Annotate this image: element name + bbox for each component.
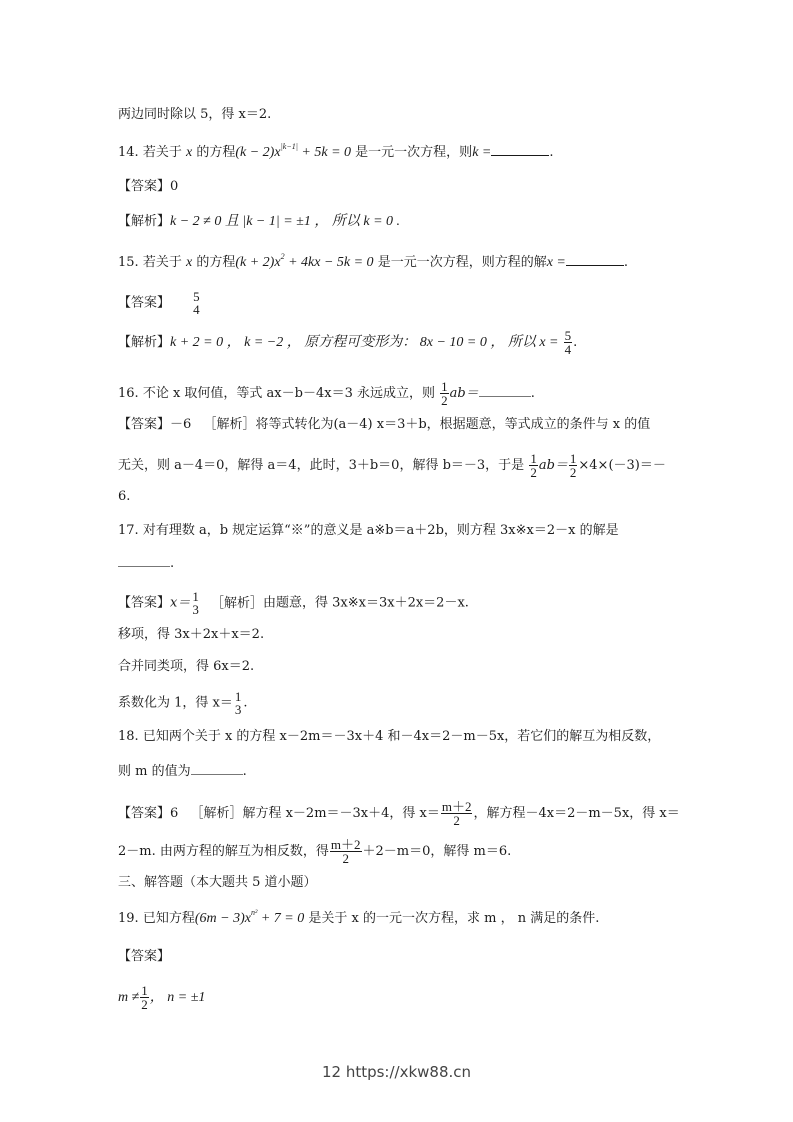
analysis-18-cont: 2－m. 由两方程的解互为相反数，得 $\frac{m+2}{2}$ ＋2－m＝0，解得 m＝6. [118,837,512,866]
analysis-16-cont: 无关，则 a－4＝0，解得 a＝4，此时，3＋b＝0，解得 b＝－3，于是 $\frac{1}{2}$ ab＝ $\frac{1}{2}$ ×4×(－3)＝－ [118,451,666,480]
fraction: $\frac{m+2}{2}$ [441,799,472,828]
fraction: $\frac{1}{2}$ [569,451,577,480]
question-16: 16. 不论 x 取何值，等式 ax－b－4x＝3 永远成立，则 $\frac{1}{2}$ ab＝ . [118,379,535,408]
question-number: 14. [118,145,139,160]
analysis-label: 【解析】 [118,335,171,350]
fraction: 5 4 [193,289,200,317]
answer-blank[interactable] [566,253,624,266]
question-number: 18. [118,729,139,744]
fraction: 1 3 [192,589,199,617]
answer-label: 【答案】 [118,806,171,821]
answer-blank[interactable] [118,554,170,567]
question-number: 16. [118,386,139,401]
fraction: $\frac{5}{4}$ [564,328,572,357]
answer-16: 【答案】－6 ［解析］将等式转化为(a－4) x＝3＋b，根据题意，等式成立的条件与 x 的值 [118,417,651,432]
analysis-14: 【解析】k − 2 ≠ 0 且 |k − 1| = ±1 ， 所以 k = 0 . [118,214,401,229]
question-14: 14. 若关于 x 的方程$(k - 2)x^{|k-1|} + 5k = 0$ 是一元一次方程，则k = . [118,142,554,160]
answer-blank[interactable] [191,762,243,775]
answer-15 [118,290,202,316]
solution-step: 合并同类项，得 6x＝2. [118,659,255,674]
answer-14: 【答案】0 [118,179,179,194]
equation: $(k + 2)x^2 + 4kx - 5k = 0$ [235,252,374,270]
question-18-cont: 则 m 的值为 . [118,764,247,779]
answer-blank[interactable] [479,384,531,397]
question-number: 19. [118,911,139,926]
solution-step: 系数化为 1，得 x＝ 1 3 . [118,689,248,717]
analysis-label: ［解析］ [203,417,256,432]
answer-blank[interactable] [491,143,549,156]
question-15: 15. 若关于 x 的方程$(k + 2)x^2 + 4kx - 5k = 0$ 是一元一次方程，则方程的解x = . [118,252,629,270]
fraction: $\frac{m+2}{2}$ [330,837,361,866]
question-17: 17. 对有理数 a，b 规定运算“※”的意义是 a※b＝a＋2b，则方程 3x※x＝2－x 的解是 [118,523,619,538]
answer-17: 【答案】x＝ 1 3 ［解析］由题意，得 3x※x＝3x＋2x＝2－x. [118,589,469,617]
question-18: 18. 已知两个关于 x 的方程 x－2m＝－3x＋4 和－4x＝2－m－5x，若它们的解互为相反数， [118,729,661,744]
fraction: $\frac{1}{2}$ [441,379,448,408]
analysis-16-end: 6. [118,489,131,504]
answer-19-value: m ≠ $\frac{1}{2}$ ， n = ±1 [118,983,206,1012]
answer-label: 【答案】 [118,949,171,964]
question-19: 19. 已知方程$(6m - 3)x^{n^2} + 7 = 0$ 是关于 x 的一元一次方程，求 m ， n 满足的条件. [118,908,600,926]
page-footer: 12 https://xkw88.cn [321,1063,472,1081]
fraction: 1 3 [234,689,242,717]
fraction: $\frac{1}{2}$ [530,451,537,480]
analysis-label: 【解析】 [118,214,171,229]
prev-solution-line: 两边同时除以 5，得 x＝2. [118,107,272,122]
answer-label: 【答案】 [118,179,171,194]
answer-label: 【答案】 [118,595,171,611]
answer-label: 【答案】 [118,295,171,311]
answer-19 [118,948,170,966]
analysis-label: ［解析］ [211,595,264,611]
question-17-blank: . [118,554,174,573]
equation: $(k - 2)x^{|k-1|} + 5k = 0$ [235,142,352,160]
answer-18: 【答案】6 ［解析］解方程 x－2m＝－3x＋4，得 x＝ $\frac{m+2}{2}$ ，解方程－4x＝2－m－5x，得 x＝ [118,799,680,828]
section-title: 三、解答题（本大题共 5 道小题） [118,875,317,890]
analysis-15: 【解析】k + 2 = 0 ， k = −2 ， 原方程可变形为： 8x − 10 = 0 ， 所以 x = $\frac{5}{4}$ . [118,328,578,357]
answer-label: 【答案】 [118,417,171,432]
question-number: 17. [118,523,139,538]
equation: $(6m - 3)x^{n^2} + 7 = 0$ [194,908,305,926]
analysis-label: ［解析］ [190,806,243,821]
question-number: 15. [118,255,139,270]
solution-step: 移项，得 3x＋2x＋x＝2. [118,627,265,642]
fraction: $\frac{1}{2}$ [141,983,148,1012]
